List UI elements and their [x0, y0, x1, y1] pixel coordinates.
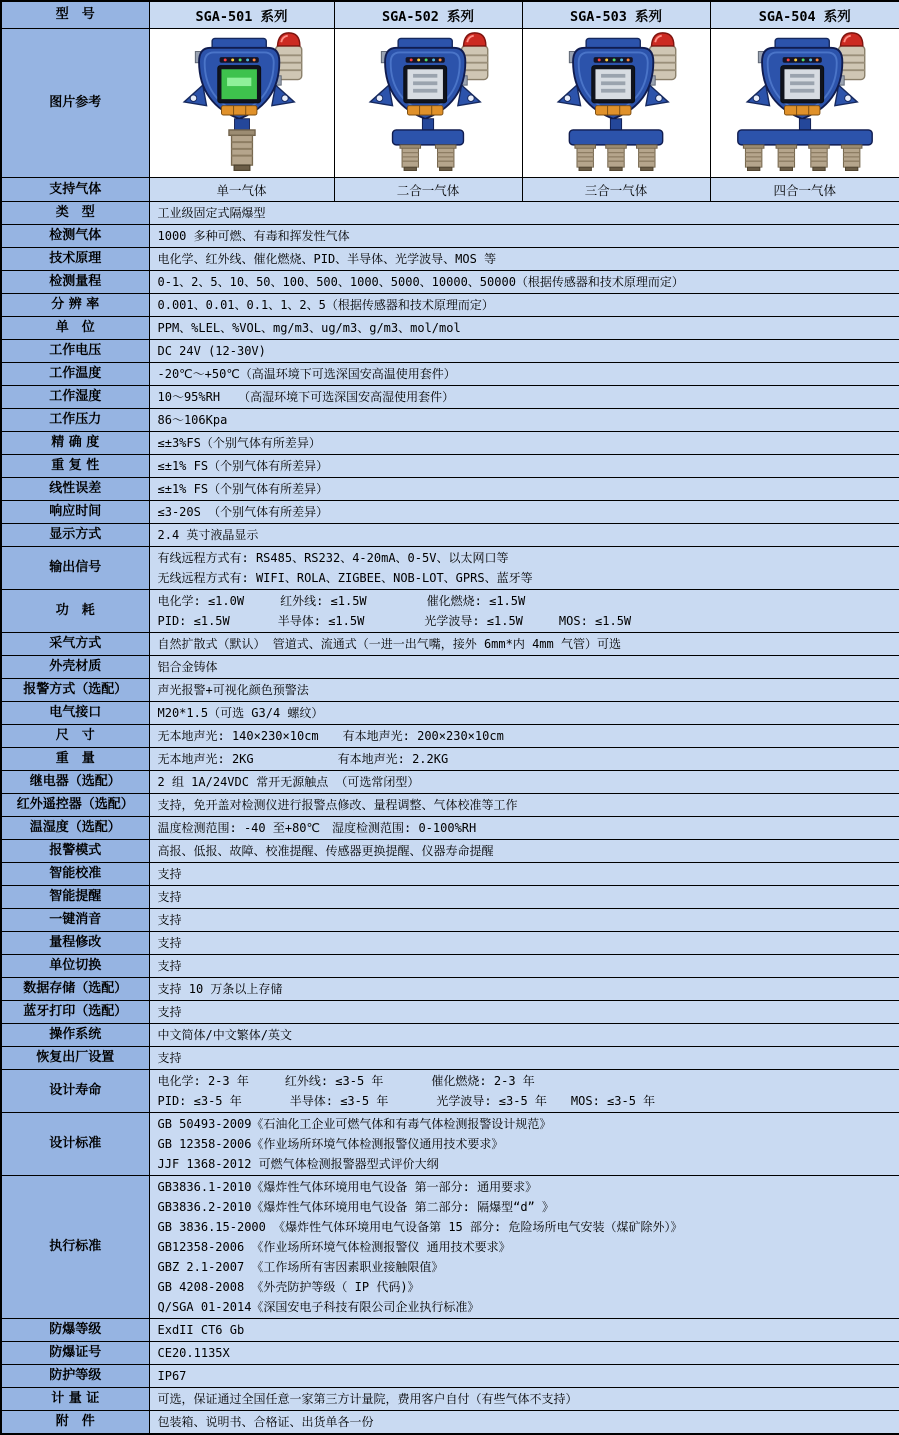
spec-row	[1, 748, 899, 771]
spec-row	[1, 547, 899, 590]
spec-row-label: 类 型	[1, 202, 149, 225]
image-cell-sga502	[334, 29, 522, 178]
spec-row-label: 智能校准	[1, 863, 149, 886]
spec-row-label: 精 确 度	[1, 432, 149, 455]
spec-row	[1, 524, 899, 547]
spec-value-line: JJF 1368-2012 可燃气体检测报警器型式评价大纲	[157, 1157, 439, 1171]
spec-row	[1, 248, 899, 271]
spec-row-label: 智能提醒	[1, 886, 149, 909]
spec-value-line: ≤±3%FS（个别气体有所差异）	[157, 436, 321, 450]
spec-row	[1, 1047, 899, 1070]
spec-row-label: 红外遥控器（选配）	[1, 794, 149, 817]
spec-value-line: Q/SGA 01-2014《深国安电子科技有限公司企业执行标准》	[157, 1300, 480, 1314]
spec-value-line: GB 3836.15-2000 《爆炸性气体环境用电气设备第 15 部分: 危险场所电气安装（煤矿除外）》	[157, 1220, 683, 1234]
spec-row-label: 计 量 证	[1, 1388, 149, 1411]
product-image-row	[1, 29, 899, 178]
spec-row-value	[149, 725, 899, 748]
spec-row-value	[149, 1024, 899, 1047]
spec-row-label: 重 量	[1, 748, 149, 771]
gas-detector-single-sensor-image	[152, 31, 332, 171]
spec-value-line: 电化学、红外线、催化燃烧、PID、半导体、光学波导、MOS 等	[157, 252, 497, 266]
spec-row-label: 尺 寸	[1, 725, 149, 748]
spec-row	[1, 1113, 899, 1176]
spec-value-line: PID: ≤1.5W 半导体: ≤1.5W 光学波导: ≤1.5W MOS: ≤1.5W	[157, 614, 632, 628]
spec-row-label: 报警方式（选配）	[1, 679, 149, 702]
spec-row-label: 设计寿命	[1, 1070, 149, 1113]
spec-row-label: 响应时间	[1, 501, 149, 524]
spec-row-label: 工作电压	[1, 340, 149, 363]
spec-row-value	[149, 363, 899, 386]
spec-row-value	[149, 386, 899, 409]
spec-value-line: 支持	[157, 1005, 182, 1019]
spec-value-line: CE20.1135X	[157, 1346, 230, 1360]
spec-row	[1, 1319, 899, 1342]
spec-value-line: 无线远程方式有: WIFI、ROLA、ZIGBEE、NOB-LOT、GPRS、蓝牙等	[157, 571, 533, 585]
model-column-sga502: SGA-502 系列	[334, 1, 522, 29]
spec-row	[1, 478, 899, 501]
spec-row-value	[149, 840, 899, 863]
spec-row-value	[149, 1411, 899, 1435]
spec-row-label: 量程修改	[1, 932, 149, 955]
spec-row-value	[149, 702, 899, 725]
spec-row-value	[149, 1388, 899, 1411]
spec-row	[1, 590, 899, 633]
spec-row-label: 执行标准	[1, 1176, 149, 1319]
spec-value-line: GBZ 2.1-2007 《工作场所有害因素职业接触限值》	[157, 1260, 444, 1274]
spec-row-label: 数据存储（选配）	[1, 978, 149, 1001]
spec-row-value	[149, 317, 899, 340]
spec-value-line: 2.4 英寸液晶显示	[157, 528, 259, 542]
supported-gas-sga501: 单一气体	[149, 178, 334, 202]
spec-value-line: 支持 10 万条以上存储	[157, 982, 283, 996]
spec-value-line: 包装箱、说明书、合格证、出货单各一份	[157, 1415, 374, 1429]
supported-gas-label: 支持气体	[1, 178, 149, 202]
spec-value-line: ≤±1% FS（个别气体有所差异）	[157, 482, 329, 496]
spec-value-line: 2 组 1A/24VDC 常开无源触点 （可选常闭型）	[157, 775, 420, 789]
spec-value-line: 支持	[157, 959, 182, 973]
spec-value-line: GB 50493-2009《石油化工企业可燃气体和有毒气体检测报警设计规范》	[157, 1117, 552, 1131]
spec-value-line: 可选，保证通过全国任意一家第三方计量院，费用客户自付（有些气体不支持）	[157, 1392, 578, 1406]
spec-row-value	[149, 633, 899, 656]
supported-gas-sga503: 三合一气体	[522, 178, 710, 202]
spec-row-value	[149, 432, 899, 455]
spec-row	[1, 225, 899, 248]
spec-row-label: 操作系统	[1, 1024, 149, 1047]
spec-row-value	[149, 955, 899, 978]
gas-detector-two-sensor-image	[338, 31, 518, 171]
spec-value-line: PID: ≤3-5 年 半导体: ≤3-5 年 光学波导: ≤3-5 年 MOS: ≤3-5 年	[157, 1094, 656, 1108]
spec-value-line: ≤3-20S （个别气体有所差异）	[157, 505, 329, 519]
spec-row-value	[149, 1047, 899, 1070]
spec-row-value	[149, 656, 899, 679]
spec-value-line: 0.001、0.01、0.1、1、2、5（根据传感器和技术原理而定）	[157, 298, 494, 312]
spec-row-value	[149, 1365, 899, 1388]
spec-row	[1, 1342, 899, 1365]
spec-row-value	[149, 409, 899, 432]
spec-row	[1, 340, 899, 363]
spec-row	[1, 909, 899, 932]
spec-row-value	[149, 1113, 899, 1176]
spec-value-line: 铝合金铸体	[157, 660, 218, 674]
spec-row	[1, 202, 899, 225]
spec-row-value	[149, 886, 899, 909]
spec-row	[1, 501, 899, 524]
spec-row-value	[149, 771, 899, 794]
spec-value-line: 支持	[157, 913, 182, 927]
spec-value-line: 无本地声光: 140×230×10cm 有本地声光: 200×230×10cm	[157, 729, 504, 743]
spec-row	[1, 794, 899, 817]
spec-row-value	[149, 340, 899, 363]
spec-value-line: IP67	[157, 1369, 187, 1383]
spec-row	[1, 955, 899, 978]
spec-row	[1, 817, 899, 840]
spec-row-label: 采气方式	[1, 633, 149, 656]
gas-detector-four-sensor-image	[715, 31, 895, 171]
spec-row-value	[149, 1319, 899, 1342]
gas-detector-three-sensor-image	[526, 31, 706, 171]
spec-value-line: ExdII CT6 Gb	[157, 1323, 245, 1337]
spec-row-label: 单位切换	[1, 955, 149, 978]
spec-value-line: 工业级固定式隔爆型	[157, 206, 266, 220]
model-column-sga503: SGA-503 系列	[522, 1, 710, 29]
spec-row-value	[149, 590, 899, 633]
spec-row-value	[149, 794, 899, 817]
spec-value-line: 1000 多种可燃、有毒和挥发性气体	[157, 229, 350, 243]
supported-gas-row	[1, 178, 899, 202]
spec-row-value	[149, 271, 899, 294]
spec-row-value	[149, 248, 899, 271]
spec-row-value	[149, 294, 899, 317]
spec-row-label: 线性误差	[1, 478, 149, 501]
spec-value-line: DC 24V (12-30V)	[157, 344, 266, 358]
spec-row	[1, 863, 899, 886]
spec-row-value	[149, 1342, 899, 1365]
spec-value-line: 声光报警+可视化颜色预警法	[157, 683, 309, 697]
spec-row-value	[149, 547, 899, 590]
image-cell-sga501	[149, 29, 334, 178]
spec-row-label: 一键消音	[1, 909, 149, 932]
spec-row	[1, 317, 899, 340]
spec-row	[1, 771, 899, 794]
spec-row-label: 工作湿度	[1, 386, 149, 409]
spec-value-line: 支持，免开盖对检测仪进行报警点修改、量程调整、气体校准等工作	[157, 798, 518, 812]
spec-row	[1, 1365, 899, 1388]
spec-row-value	[149, 932, 899, 955]
spec-value-line: GB12358-2006 《作业场所环境气体检测报警仪 通用技术要求》	[157, 1240, 511, 1254]
spec-row-label: 防爆等级	[1, 1319, 149, 1342]
spec-value-line: GB3836.2-2010《爆炸性气体环境用电气设备 第二部分: 隔爆型“d” 》	[157, 1200, 554, 1214]
spec-value-line: -20℃～+50℃（高温环境下可选深国安高温使用套件）	[157, 367, 456, 381]
spec-row	[1, 633, 899, 656]
spec-row	[1, 725, 899, 748]
spec-value-line: 支持	[157, 890, 182, 904]
spec-row	[1, 432, 899, 455]
spec-value-line: GB3836.1-2010《爆炸性气体环境用电气设备 第一部分: 通用要求》	[157, 1180, 538, 1194]
spec-row	[1, 294, 899, 317]
spec-row	[1, 886, 899, 909]
spec-row-value	[149, 524, 899, 547]
spec-row-value	[149, 817, 899, 840]
spec-value-line: 电化学: ≤1.0W 红外线: ≤1.5W 催化燃烧: ≤1.5W	[157, 594, 526, 608]
model-column-sga504: SGA-504 系列	[710, 1, 899, 29]
spec-row	[1, 386, 899, 409]
spec-row-value	[149, 455, 899, 478]
spec-row	[1, 702, 899, 725]
spec-value-line: GB 12358-2006《作业场所环境气体检测报警仪通用技术要求》	[157, 1137, 504, 1151]
spec-row-label: 功 耗	[1, 590, 149, 633]
spec-value-line: 86～106Kpa	[157, 413, 228, 427]
spec-value-line: 10～95%RH （高湿环境下可选深国安高湿使用套件）	[157, 390, 455, 404]
spec-row-label: 防护等级	[1, 1365, 149, 1388]
spec-value-line: 中文简体/中文繁体/英文	[157, 1028, 292, 1042]
spec-row-label: 重 复 性	[1, 455, 149, 478]
model-header-row	[1, 1, 899, 29]
spec-row	[1, 363, 899, 386]
spec-row-label: 显示方式	[1, 524, 149, 547]
spec-row	[1, 409, 899, 432]
spec-row-label: 防爆证号	[1, 1342, 149, 1365]
spec-row-label: 报警模式	[1, 840, 149, 863]
spec-value-line: 无本地声光: 2KG 有本地声光: 2.2KG	[157, 752, 449, 766]
spec-row-value	[149, 501, 899, 524]
spec-row-value	[149, 679, 899, 702]
supported-gas-sga502: 二合一气体	[334, 178, 522, 202]
spec-row-label: 蓝牙打印（选配）	[1, 1001, 149, 1024]
spec-value-line: M20*1.5（可选 G3/4 螺纹）	[157, 706, 324, 720]
spec-row	[1, 656, 899, 679]
spec-row-value	[149, 202, 899, 225]
spec-row	[1, 1001, 899, 1024]
spec-row-label: 设计标准	[1, 1113, 149, 1176]
spec-row-label: 电气接口	[1, 702, 149, 725]
spec-row-label: 外壳材质	[1, 656, 149, 679]
image-row-label: 图片参考	[1, 29, 149, 178]
spec-row-value	[149, 978, 899, 1001]
spec-row-label: 输出信号	[1, 547, 149, 590]
spec-row	[1, 271, 899, 294]
spec-row-value	[149, 1176, 899, 1319]
spec-row	[1, 455, 899, 478]
spec-row-label: 继电器（选配）	[1, 771, 149, 794]
spec-row	[1, 932, 899, 955]
model-column-sga501: SGA-501 系列	[149, 1, 334, 29]
spec-row-label: 工作温度	[1, 363, 149, 386]
spec-row-value	[149, 863, 899, 886]
spec-row	[1, 1024, 899, 1047]
spec-row-label: 分 辨 率	[1, 294, 149, 317]
spec-value-line: PPM、%LEL、%VOL、mg/m3、ug/m3、g/m3、mol/mol	[157, 321, 461, 335]
supported-gas-sga504: 四合一气体	[710, 178, 899, 202]
spec-row-label: 恢复出厂设置	[1, 1047, 149, 1070]
image-cell-sga503	[522, 29, 710, 178]
spec-value-line: 支持	[157, 936, 182, 950]
spec-value-line: 有线远程方式有: RS485、RS232、4-20mA、0-5V、以太网口等	[157, 551, 509, 565]
spec-row-label: 单 位	[1, 317, 149, 340]
spec-row-value	[149, 748, 899, 771]
spec-row-label: 检测气体	[1, 225, 149, 248]
spec-value-line: ≤±1% FS（个别气体有所差异）	[157, 459, 329, 473]
spec-row	[1, 679, 899, 702]
spec-value-line: 温度检测范围: -40 至+80℃ 湿度检测范围: 0-100%RH	[157, 821, 477, 835]
spec-row-label: 技术原理	[1, 248, 149, 271]
spec-row	[1, 1411, 899, 1435]
spec-row-label: 温湿度（选配）	[1, 817, 149, 840]
spec-row-value	[149, 1001, 899, 1024]
spec-row	[1, 1388, 899, 1411]
spec-row-value	[149, 225, 899, 248]
spec-value-line: 高报、低报、故障、校准提醒、传感器更换提醒、仪器寿命提醒	[157, 844, 494, 858]
spec-value-line: 自然扩散式（默认） 管道式、流通式（一进一出气嘴，接外 6mm*内 4mm 气管）可选	[157, 637, 621, 651]
spec-row	[1, 1176, 899, 1319]
spec-row-value	[149, 909, 899, 932]
spec-row	[1, 840, 899, 863]
spec-row-label: 检测量程	[1, 271, 149, 294]
spec-value-line: GB 4208-2008 《外壳防护等级（ IP 代码)》	[157, 1280, 420, 1294]
spec-row-label: 附 件	[1, 1411, 149, 1435]
spec-value-line: 支持	[157, 1051, 182, 1065]
spec-row-value	[149, 478, 899, 501]
spec-row-value	[149, 1070, 899, 1113]
model-header-label: 型 号	[1, 1, 149, 29]
spec-value-line: 0-1、2、5、10、50、100、500、1000、5000、10000、50000（根据传感器和技术原理而定）	[157, 275, 684, 289]
spec-row	[1, 978, 899, 1001]
spec-value-line: 支持	[157, 867, 182, 881]
image-cell-sga504	[710, 29, 899, 178]
spec-value-line: 电化学: 2-3 年 红外线: ≤3-5 年 催化燃烧: 2-3 年	[157, 1074, 535, 1088]
spec-row	[1, 1070, 899, 1113]
spec-row-label: 工作压力	[1, 409, 149, 432]
